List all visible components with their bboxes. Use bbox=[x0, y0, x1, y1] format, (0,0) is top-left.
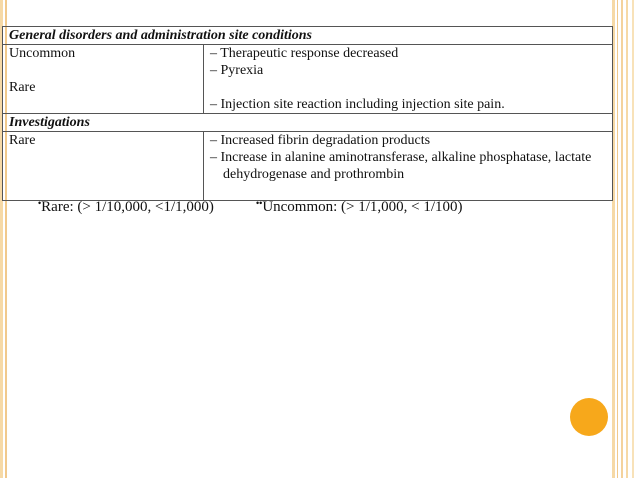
footnote-rare bbox=[38, 194, 214, 216]
frequency-cell bbox=[3, 45, 204, 114]
footnote-text: Rare: (> 1/10,000, <1/1,000) bbox=[41, 199, 214, 215]
effect-item: – Pyrexia bbox=[210, 63, 264, 78]
table-row bbox=[3, 45, 613, 114]
frequency-cell bbox=[3, 132, 204, 201]
effect-item: – Therapeutic response decreased bbox=[210, 46, 399, 61]
right-decor-stripe bbox=[621, 0, 623, 478]
table-row bbox=[3, 132, 613, 201]
effect-item: – Increased fibrin degradation products bbox=[210, 133, 431, 148]
effects-cell bbox=[204, 132, 613, 201]
decorative-circle bbox=[570, 398, 608, 436]
frequency-label: Rare bbox=[9, 80, 36, 95]
effects-cell bbox=[204, 45, 613, 114]
section-heading: General disorders and administration site conditions bbox=[3, 27, 613, 45]
adverse-reactions-table bbox=[2, 26, 613, 201]
section-header-row bbox=[3, 27, 613, 45]
footnote-uncommon bbox=[256, 194, 463, 216]
frequency-label: Rare bbox=[9, 133, 36, 148]
right-decor-stripe bbox=[617, 0, 618, 478]
effect-item: – Increase in alanine aminotransferase, alkaline phosphatase, lactate bbox=[210, 150, 592, 165]
frequency-label: Uncommon bbox=[9, 46, 76, 61]
footnote-symbol: •• bbox=[256, 198, 263, 208]
footnote-symbol: • bbox=[38, 198, 42, 208]
right-decor-stripe bbox=[632, 0, 634, 478]
right-decor-stripe bbox=[626, 0, 628, 478]
footnote-text: Uncommon: (> 1/1,000, < 1/100) bbox=[262, 199, 463, 215]
section-heading: Investigations bbox=[3, 114, 613, 132]
section-header-row bbox=[3, 114, 613, 132]
effect-item: – Injection site reaction including injection site pain. bbox=[210, 97, 505, 112]
effect-item-continuation: dehydrogenase and prothrombin bbox=[223, 167, 405, 182]
